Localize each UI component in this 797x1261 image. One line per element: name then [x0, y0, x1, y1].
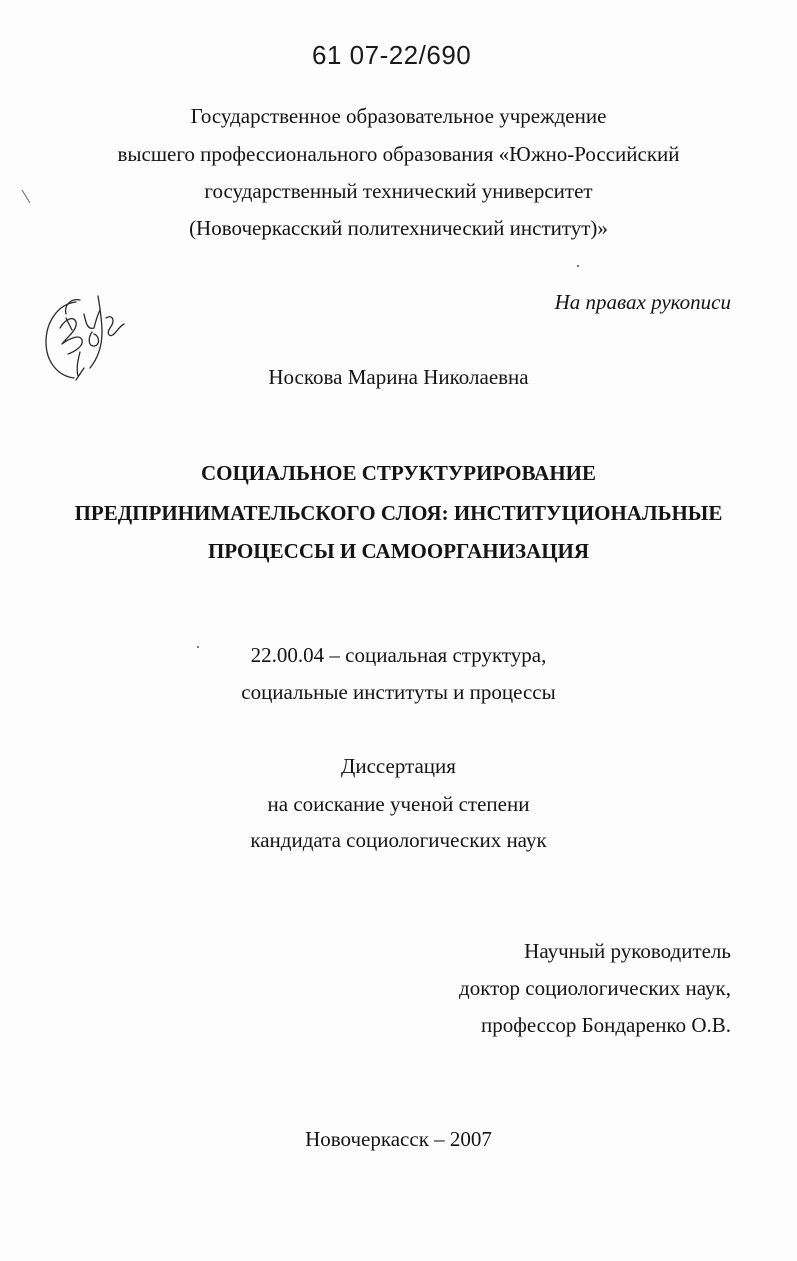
supervisor-line-3: профессор Бондаренко О.В. [480, 1013, 731, 1037]
specialty-line-1: 22.00.04 – социальная структура, [250, 643, 547, 667]
institution-line-4: (Новочеркасский политехнический институт)» [189, 216, 608, 240]
degree-line-3: кандидата социологических наук [250, 828, 547, 852]
supervisor-line-2: доктор социологических наук, [459, 976, 731, 1000]
scan-mark-icon [20, 188, 34, 206]
author-name: Носкова Марина Николаевна [268, 365, 529, 389]
archive-number: 61 07-22/690 [312, 40, 472, 70]
title-line-1: СОЦИАЛЬНОЕ СТРУКТУРИРОВАНИЕ [200, 461, 597, 485]
city-year: Новочеркасск – 2007 [305, 1127, 492, 1151]
scan-dot [577, 265, 579, 267]
degree-line-1: Диссертация [341, 754, 456, 778]
degree-line-2: на соискание ученой степени [267, 792, 530, 816]
rights-note: На правах рукописи [554, 290, 731, 314]
institution-line-2: высшего профессионального образования «Южно-Российский [117, 142, 680, 166]
institution-line-1: Государственное образовательное учреждение [190, 104, 607, 128]
supervisor-line-1: Научный руководитель [524, 939, 731, 963]
specialty-line-2: социальные институты и процессы [241, 680, 556, 704]
title-line-3: ПРОЦЕССЫ И САМООРГАНИЗАЦИЯ [207, 539, 590, 563]
institution-line-3: государственный технический университет [204, 179, 593, 203]
title-line-2: ПРЕДПРИНИМАТЕЛЬСКОГО СЛОЯ: ИНСТИТУЦИОНАЛЬНЫЕ [74, 501, 723, 525]
